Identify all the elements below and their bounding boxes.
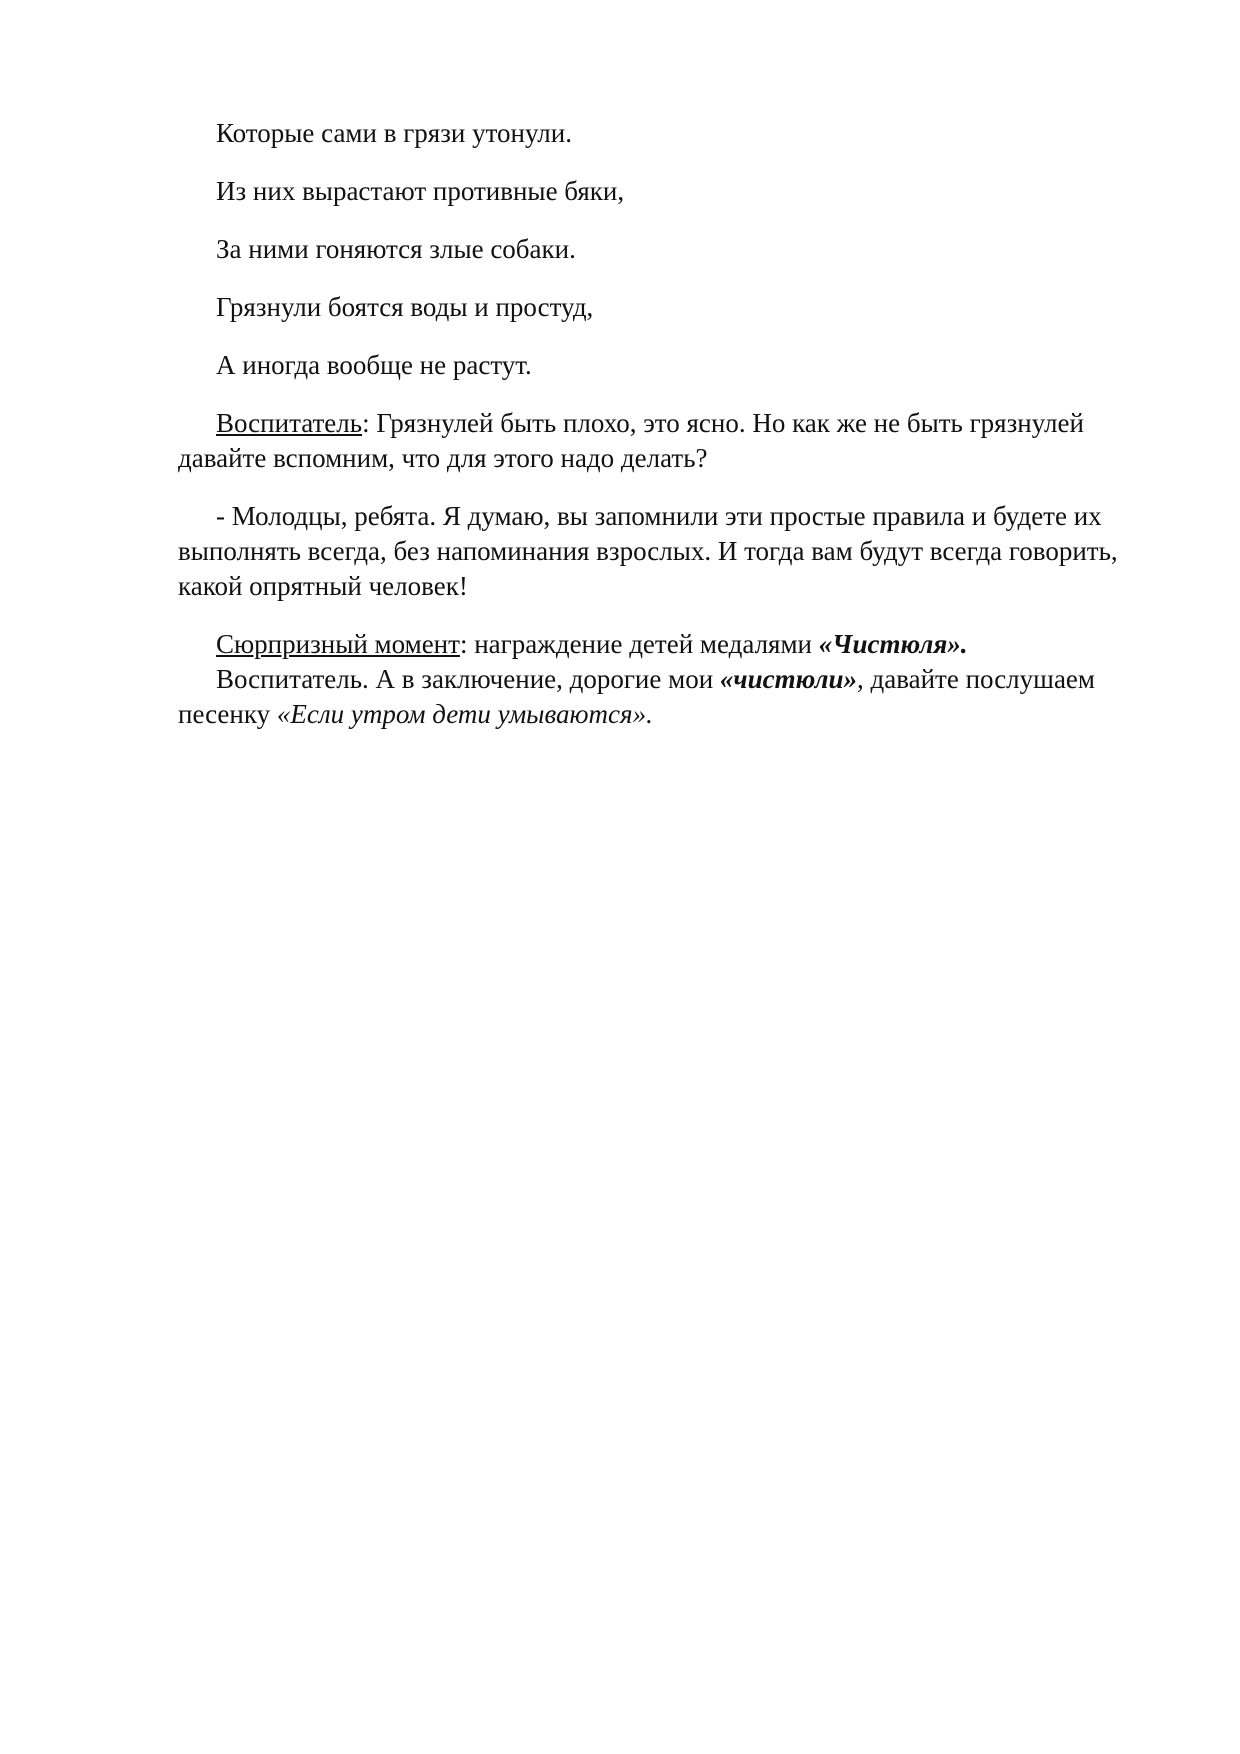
medal-name: «Чистюля». [818,629,968,659]
poem-line-4: Грязнули боятся воды и простуд, [216,292,594,322]
paragraph-praise [178,499,1148,604]
speaker-colon: : [362,408,370,438]
document-body [178,116,1148,732]
speaker-label: Воспитатель [216,408,363,438]
poem-line-2: Из них вырастают противные бяки, [216,176,625,206]
paragraph-text: Грязнулей быть плохо, это ясно. Но как же не быть грязнулей давайте вспомним, что для этого надо делать? [178,408,1084,473]
paragraph-text: - Молодцы, ребята. Я думаю, вы запомнили эти простые правила и будете их выполнять всегда, без напоминания взрослых. И тогда вам будут всегда говорить, какой опрятный человек! [178,501,1118,601]
paragraph-text: : награждение детей медалями [459,629,819,659]
paragraph-text: , давайте послушаем песенку [178,664,1096,729]
poem-line-1: Которые сами в грязи утонули. [216,118,572,148]
song-title: «Если утром дети умываются». [276,699,653,729]
paragraph-text: Воспитатель. А в заключение, дорогие мои [216,664,720,694]
paragraph-educator-question [178,406,1148,476]
poem-line-5: А иногда вообще не растут. [216,350,532,380]
surprise-label: Сюрпризный момент [216,629,460,659]
paragraph-conclusion [178,662,1148,732]
paragraph-surprise [178,627,1148,662]
emphasis-word: «чистюли» [719,664,857,694]
poem-line-3: За ними гоняются злые собаки. [216,234,576,264]
